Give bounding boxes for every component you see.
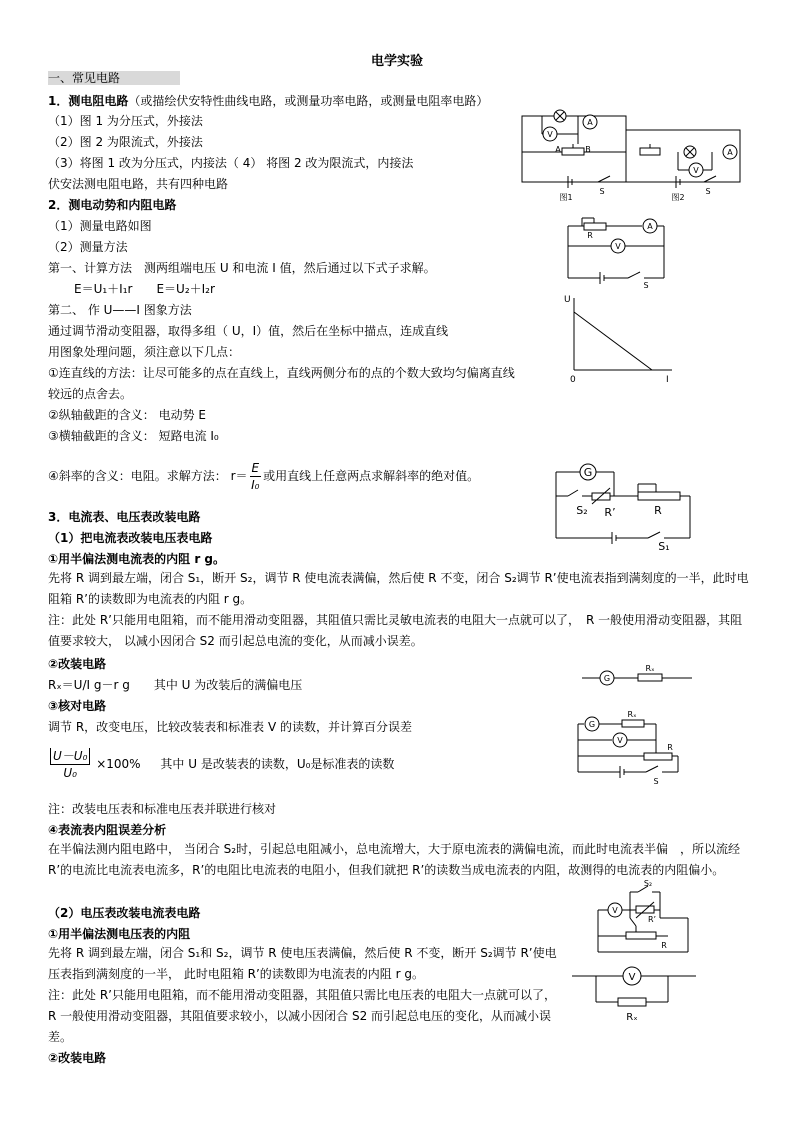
heading-check-circuit: ③核对电路 [48,699,107,713]
line-four-circuits: 伏安法测电阻电路，共有四种电路 [48,177,229,191]
heading-half-deflection-ammeter: ①用半偏法测电流表的内阻 r g。 [48,552,226,566]
figure-g-rx-series [580,662,695,690]
vm-r-label: R [661,941,667,950]
vm-rprime-label: R’ [647,915,657,924]
formula-percent-error: $\frac{\text{U－U₀}}{\text{U₀}}$ ×100% 其中 U 是改装表的读数，U₀是标准表的读数 [48,748,394,781]
para-error-analysis: 在半偏法测内阻电路中， 当闭合 S₂时，引起总电阻减小，总电流增大，大于原电流表的满偏电流，而此时电流表半偏 ，所以流经 R’的电流比电流表电流多，R’的电阻比电流表的电阻小，但我们就把 R’的读数当成电流表的内阻，故测得的电流表的内阻偏小。 [48,842,741,877]
half-s1-label: S₁ [658,540,670,553]
half-g-label: G [583,466,593,479]
point-4: ④斜率的含义：电阻。求解方法： r＝ $\frac{E}{\text{I₀}}$ 或用直线上任意两点求解斜率的绝对值。 [48,461,480,492]
check-r-label: R [667,743,673,752]
line-fig1: （1）图 1 为分压式，外接法 [48,114,203,128]
half-s2-label: S₂ [576,504,588,517]
point-1a: ①连直线的方法：让尽可能多的点在直线上，直线两侧分布的点的个数大致均匀偏离直线 [48,366,515,380]
line-check-percent-error: 调节 R，改变电压，比较改装表和标准表 V 的读数，并计算百分误差 [48,720,412,734]
heading-conversion-circuit-2: ②改装电路 [48,1051,107,1065]
heading-voltmeter-to-ammeter: （2）电压表改装电流表电路 [48,906,201,920]
axis-label-i: I [666,375,669,385]
heading-emf-circuit: 2．测电动势和内阻电路 [48,198,177,212]
figure-check-circuit [572,708,684,788]
fig2-caption: 图2 [671,193,685,202]
emf-switch-label: S [643,281,649,290]
line-method-1: 第一、计算方法 测两组端电压 U 和电流 I 值，然后通过以下式子求解。 [48,261,436,275]
figure-1-2-circuits [518,108,748,203]
figure-v-rx-parallel [570,962,700,1024]
fig1-caption: 图1 [559,193,573,202]
check-s-label: S [653,777,659,786]
parallel-rx-label: Rₓ [626,1012,638,1023]
para-note-resistance-box: 注：此处 R’只能用电阻箱，而不能用滑动变阻器，其阻值只需比灵敏电流表的电阻大一点就可以了， R 一般使用滑动变阻器，其阻值要求较大， 以减小因闭合 S2 而引起总电流的变化，从而减小误差。 [48,613,743,648]
heading-resistance-circuit: 1．测电阻电路（或描绘伏安特性曲线电路，或测量功率电路，或测量电阻率电路） [48,94,489,108]
fig2-voltmeter-label: V [693,166,699,175]
figure-half-deflection-ammeter [548,458,698,553]
formula-rx: Rₓ＝U/I g－r g 其中 U 为改装后的满偏电压 [48,678,303,692]
heading-error-analysis: ④表流表内阻误差分析 [48,823,167,837]
emf-ammeter-label: A [647,222,653,231]
line-fig2: （2）图 2 为限流式，外接法 [48,135,203,149]
check-rx-label: Rₓ [627,710,637,719]
fig1-point-a: A [555,145,561,154]
line-method-2: 第二、 作 U——I 图象方法 [48,303,192,317]
series-g-label: G [603,674,611,683]
check-g-label: G [588,720,596,729]
para-voltmeter-steps: 先将 R 调到最左端，闭合 S₁和 S₂，调节 R 使电压表满偏，然后使 R 不变，断开 S₂调节 R’使电压表指到满刻度的一半， 此时电阻箱 R’的读数即为电流表的内阻 r g。 [48,946,557,981]
page-title: 电学实验 [370,54,423,69]
axis-origin: 0 [570,375,576,385]
emf-voltmeter-label: V [615,242,621,251]
fig2-switch-label: S [705,187,711,196]
vm-s2-label: S₂ [643,879,653,888]
fig1-ammeter-label: A [587,118,593,127]
line-measure-method: （2）测量方法 [48,240,128,254]
point-1b: 较远的点舍去。 [48,387,133,401]
fig2-ammeter-label: A [727,148,733,157]
para-voltmeter-note: 注：此处 R’只能用电阻箱，而不能用滑动变阻器，其阻值只需比电压表的电阻大一点就可以了，R 一般使用滑动变阻器，其阻值要求较小，以减小因闭合 S2 而引起总电压的变化，从而减小误差。 [48,988,556,1044]
line-method-2b: 用图象处理问题，须注意以下几点： [48,345,241,359]
para-half-deflection-steps: 先将 R 调到最左端，闭合 S₁，断开 S₂，调节 R 使电流表满偏，然后使 R 不变，闭合 S₂调节 R’使电流表指到满刻度的一半，此时电阻箱 R’的读数即为电流表的内阻 r g。 [48,571,749,606]
emf-rheostat-label: R [587,231,593,240]
heading-ammeter-to-voltmeter: （1）把电流表改装电压表电路 [48,531,213,545]
point-3: ③横轴截距的含义： 短路电流 I₀ [48,429,219,443]
fig1-switch-label: S [599,187,605,196]
half-r-label: R [654,504,662,517]
line-method-2a: 通过调节滑动变阻器，取得多组（ U，I）值，然后在坐标中描点，连成直线 [48,324,449,338]
heading-conversion-circuit: ②改装电路 [48,657,107,671]
vm-v-label: V [612,906,618,915]
line-note-parallel: 注：改装电压表和标准电压表并联进行核对 [48,802,277,816]
heading-meter-conversion: 3．电流表、电压表改装电路 [48,510,201,524]
series-rx-label: Rₓ [645,664,655,673]
check-v-label: V [617,736,623,745]
figure-u-i-graph [560,292,675,387]
half-rprime-label: R’ [604,506,616,519]
point-2: ②纵轴截距的含义： 电动势 E [48,408,206,422]
line-measure-circuit: （1）测量电路如图 [48,219,152,233]
heading-half-deflection-voltmeter: ①用半偏法测电压表的内阻 [48,927,191,941]
figure-half-deflection-voltmeter [592,878,700,960]
fig1-point-b: B [585,145,591,154]
equations: E＝U₁＋I₁r E＝U₂＋I₂r [74,282,215,296]
section-heading-common-circuits: 一、常见电路 [48,70,180,86]
parallel-v-label: V [628,972,636,983]
line-modify: （3）将图 1 改为分压式，内接法（ 4） 将图 2 改为限流式，内接法 [48,156,414,170]
fig1-voltmeter-label: V [547,130,553,139]
figure-emf-circuit [560,210,670,290]
axis-label-u: U [564,295,571,305]
